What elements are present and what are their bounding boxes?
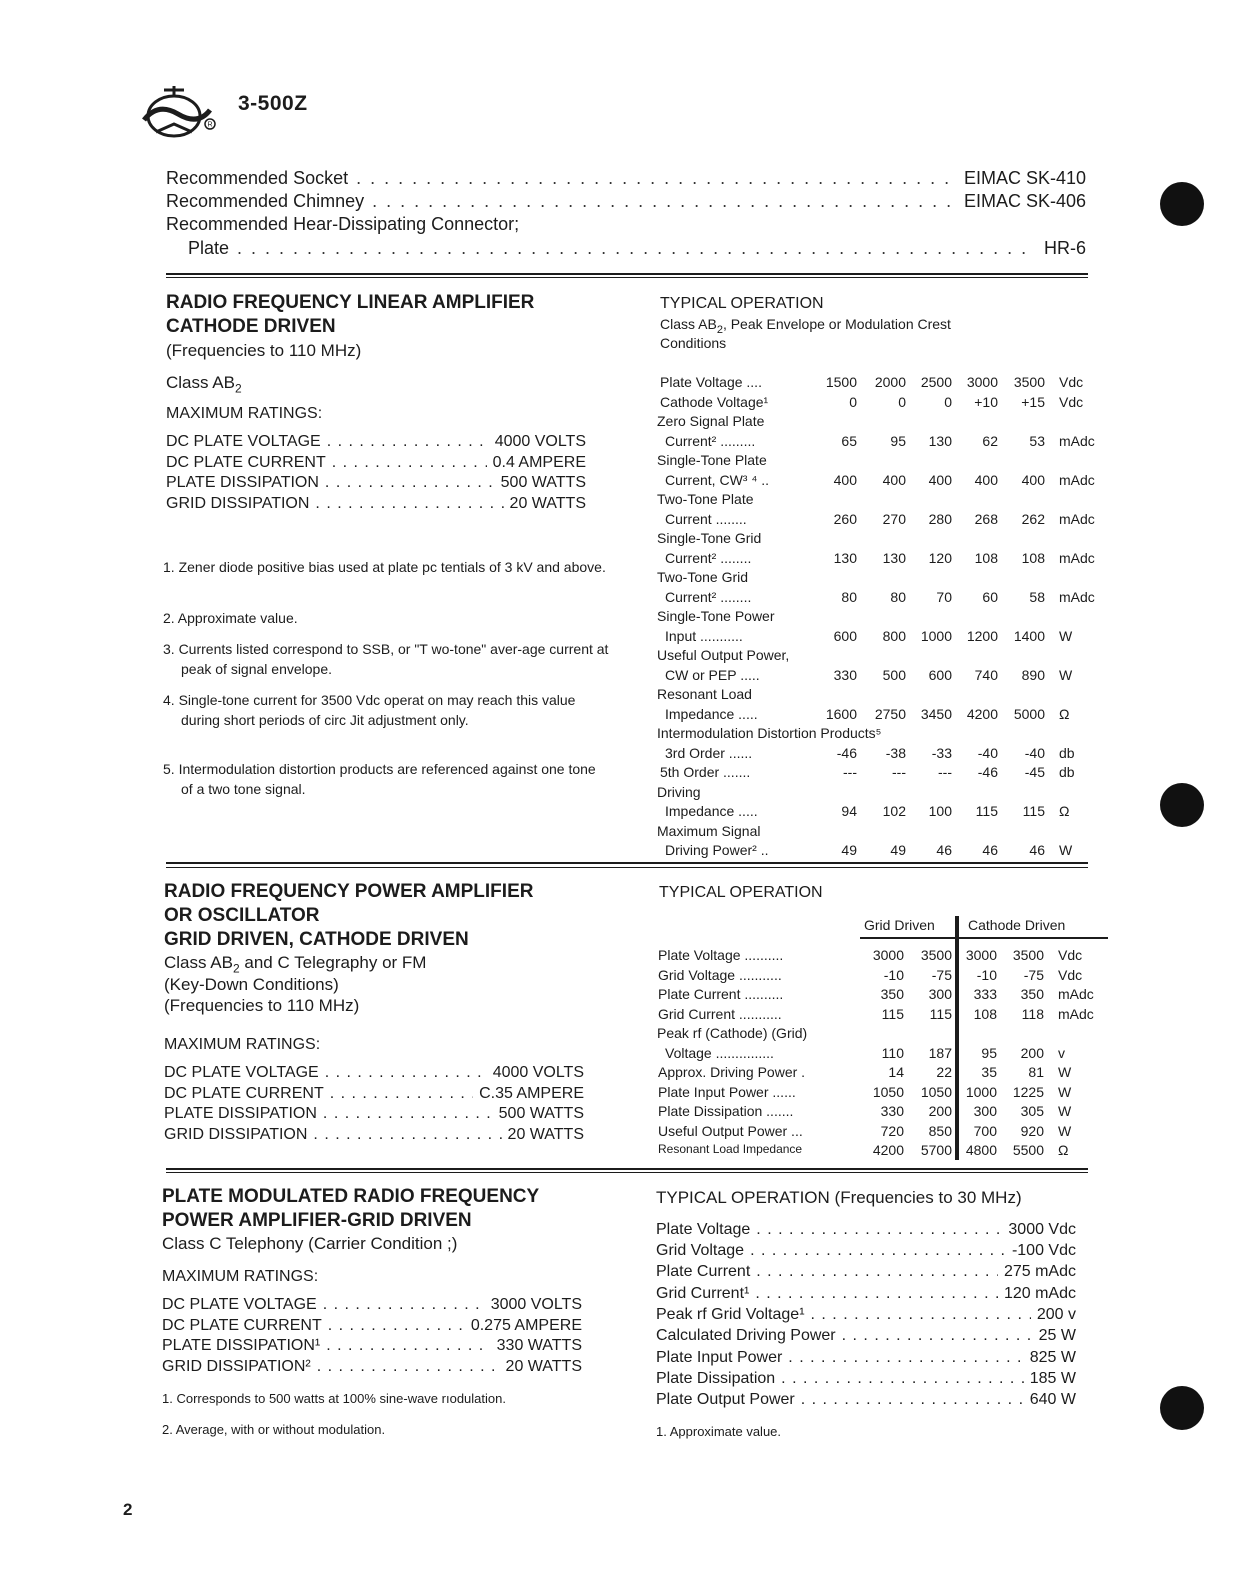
table-cell: 53 [1029,432,1045,449]
table-cell: 2000 [874,374,906,390]
row-label: Zero Signal Plate [657,413,765,429]
table-cell: 115 [929,1005,952,1022]
table-cell: -40 [1024,744,1045,761]
table-cell: 5700 [920,1142,952,1158]
table-cell: 1225 [1012,1083,1044,1100]
unit-label: db [1059,764,1075,780]
row-label: Current² ........ [665,588,752,605]
footnote: 2. Average, with or without modulation. [162,1422,386,1437]
table-cell: --- [892,764,906,780]
table-cell: 115 [975,803,998,819]
row-label: Grid Current ........... [658,1005,782,1022]
unit-label: W [1058,1083,1072,1100]
rating-row: DC PLATE VOLTAGE . . . 4000 VOLTS [164,1064,584,1082]
table-cell: 65 [841,432,857,449]
page-number: 2 [123,1500,133,1519]
row-label: Plate Current .......... [658,986,784,1002]
unit-label: Ω [1059,705,1070,722]
row-label: Peak rf (Cathode) (Grid) [657,1025,808,1041]
unit-label: db [1059,744,1075,761]
table-cell: -40 [977,744,998,761]
margin-bullet [1160,1386,1204,1430]
table-cell: 14 [888,1064,904,1080]
unit-label: W [1058,1122,1072,1139]
table-cell: 100 [928,803,952,819]
unit-label: mAdc [1059,588,1095,605]
typ-title: TYPICAL OPERATION (Frequencies to 30 MHz) [656,1188,1022,1207]
divider [166,862,1088,864]
table-cell: 3000 [965,947,997,963]
table-cell: 262 [1021,510,1045,527]
table-cell: 300 [928,986,952,1002]
table-cell: 102 [882,803,906,819]
row-label: Intermodulation Distortion Products⁵ [657,725,882,741]
footnote: 3. Currents listed correspond to SSB, or "T wo-tone" aver-age current at peak of signal envelope. [163,641,609,677]
rec-connector: Recommended Hear-Dissipating Connector; [166,214,520,234]
table-cell: -10 [883,966,904,983]
unit-label: mAdc [1059,471,1095,488]
table-cell: 500 [882,666,906,683]
table-cell: 720 [880,1122,904,1139]
table-cell: 270 [882,510,906,527]
col-header-grid: Grid Driven [864,917,935,933]
section2-title: OR OSCILLATOR [164,905,320,926]
table-cell: 58 [1029,588,1045,605]
unit-label: mAdc [1058,1005,1094,1022]
table-cell: 60 [982,588,998,605]
table-cell: 400 [974,471,998,488]
row-label: Grid Voltage ........... [658,966,782,983]
table-cell: +15 [1021,393,1045,410]
table-cell: 70 [936,588,952,605]
row-label: Impedance ..... [665,705,758,722]
unit-label: W [1059,666,1073,683]
divider [166,867,1088,868]
table-cell: 200 [928,1103,952,1119]
table-cell: -46 [977,764,998,780]
row-label: Resonant Load Impedance [658,1142,803,1156]
section1-title: RADIO FREQUENCY LINEAR AMPLIFIER [166,292,535,313]
row-label: Single-Tone Plate [657,452,767,468]
table-cell: 0 [944,393,952,410]
margin-bullet [1160,182,1204,226]
table-cell: 200 [1020,1044,1044,1061]
table-cell: 1050 [872,1083,904,1100]
row-label: Single-Tone Power [657,608,775,624]
table-cell: 350 [1020,986,1044,1002]
typ-row: Calculated Driving Power . . . 25 W [656,1327,1076,1345]
table-cell: 46 [936,842,952,858]
rating-row: GRID DISSIPATION² . . . 20 WATTS [162,1358,582,1376]
section1-class: Class $AB_2$ [166,373,242,396]
table-cell: 22 [936,1064,952,1080]
rating-row: DC PLATE CURRENT . . . 0.4 AMPERE [166,454,586,472]
unit-label: Vdc [1058,947,1083,963]
unit-label: mAdc [1059,510,1095,527]
footnote: 1. Approximate value. [656,1424,782,1439]
row-label: Plate Dissipation ....... [658,1103,794,1119]
divider [166,273,1088,275]
rating-row: GRID DISSIPATION . . . 20 WATTS [164,1126,584,1144]
rec-chimney: Recommended Chimney . . . EIMAC SK-406 [166,191,1086,212]
table-cell: -46 [836,744,857,761]
typ-row: Grid Current¹ . . . 120 mAdc [656,1285,1076,1303]
table-cell: 1500 [825,374,857,390]
rating-row: PLATE DISSIPATION . . . 500 WATTS [164,1105,584,1123]
divider [166,1172,1088,1173]
table-cell: 0 [849,393,857,410]
typ-subtitle: Conditions [660,335,727,351]
unit-label: W [1058,1103,1072,1119]
table-cell: 35 [981,1064,997,1080]
table-cell: --- [938,764,952,780]
typ-row: Plate Dissipation . . . 185 W [656,1370,1076,1388]
section2-max-title: MAXIMUM RATINGS: [164,1036,321,1053]
footnote: 4. Single-tone current for 3500 Vdc operat on may reach this value during short periods of circ Jit adjustment only. [163,692,576,728]
unit-label: Vdc [1059,393,1084,410]
table-cell: 333 [973,986,997,1002]
table-cell: 130 [833,549,857,566]
table-cell: 115 [881,1005,904,1022]
typ-row: Plate Input Power . . . 825 W [656,1349,1076,1367]
rating-row: DC PLATE VOLTAGE . . . 3000 VOLTS [162,1296,582,1314]
table-cell: 108 [1021,549,1045,566]
unit-label: Ω [1059,803,1070,819]
table-cell: 187 [928,1044,952,1061]
table-cell: 1400 [1013,627,1045,644]
unit-label: mAdc [1059,432,1095,449]
row-label: CW or PEP ..... [665,666,760,683]
table-cell: -10 [976,966,997,983]
table-cell: 850 [928,1122,952,1139]
svg-text:R: R [207,121,213,129]
row-label: Current² ........ [665,549,752,566]
table-cell: 1000 [920,627,952,644]
table-cell: 305 [1020,1103,1044,1119]
table-cell: -33 [931,744,952,761]
unit-label: mAdc [1059,549,1095,566]
section3-title: PLATE MODULATED RADIO FREQUENCY [162,1186,540,1207]
table-cell: 0 [898,393,906,410]
table-cell: 46 [982,842,998,858]
table-cell: -75 [1023,966,1044,983]
section1-max-title: MAXIMUM RATINGS: [166,405,323,422]
table-cell: 3500 [920,947,952,963]
row-label: 5th Order ....... [660,764,751,780]
footnote: 2. Approximate value. [163,610,298,626]
table-cell: 600 [928,666,952,683]
unit-label: Vdc [1059,374,1084,390]
table-cell: --- [843,764,857,780]
table-cell: 3000 [966,374,998,390]
table-cell: -38 [885,744,906,761]
table-cell: 108 [973,1005,997,1022]
row-label: Driving Power² .. [665,842,769,858]
footnote: 5. Intermodulation distortion products are referenced against one tone of a two tone signal. [163,761,596,797]
table-cell: 400 [928,471,952,488]
row-label: Current ........ [665,510,747,527]
section3-title: POWER AMPLIFIER-GRID DRIVEN [162,1210,472,1231]
table-cell: 1000 [965,1083,997,1100]
divider [166,1168,1088,1170]
rating-row: GRID DISSIPATION . . . 20 WATTS [166,495,586,513]
table-cell: 1600 [825,705,857,722]
table-cell: -75 [931,966,952,983]
table-cell: 80 [841,588,857,605]
unit-label: Ω [1058,1142,1069,1158]
table-cell: 3450 [920,705,952,722]
table-header-rule [860,937,1108,939]
col-header-cathode: Cathode Driven [968,917,1066,933]
table-cell: 4200 [966,705,998,722]
table-cell: 4200 [872,1142,904,1158]
table-cell: 81 [1028,1064,1044,1080]
table-cell: 600 [833,627,857,644]
table-cell: 330 [880,1103,904,1119]
table-cell: 800 [882,627,906,644]
model-title: 3-500Z [238,92,308,115]
table-cell: 1200 [966,627,998,644]
unit-label: W [1058,1064,1072,1080]
table-cell: 95 [981,1044,997,1061]
row-label: Voltage ............... [665,1044,774,1061]
rating-row: PLATE DISSIPATION . . . 500 WATTS [166,474,586,492]
rec-plate: Plate . . . HR-6 [188,238,1086,259]
table-cell: 95 [890,432,906,449]
eimac-logo [138,82,218,142]
table-cell: 1050 [920,1083,952,1100]
table-cell: 890 [1021,666,1045,683]
row-label: Impedance ..... [665,803,758,819]
table-cell: 5500 [1012,1142,1044,1158]
divider [166,277,1088,278]
row-label: Current² ......... [665,432,756,449]
rating-row: DC PLATE VOLTAGE . . . 4000 VOLTS [166,433,586,451]
table-cell: 5000 [1013,705,1045,722]
table-cell: 700 [973,1122,997,1139]
typ-subtitle: Class $AB_2$, Peak Envelope or Modulation Crest [660,316,951,336]
row-label: Two-Tone Plate [657,491,754,507]
section2-title: RADIO FREQUENCY POWER AMPLIFIER [164,881,534,902]
table-cell: 110 [881,1044,904,1061]
row-label: Plate Voltage .... [660,374,762,390]
row-label: Maximum Signal [657,822,761,839]
row-label: Cathode Voltage¹ [660,393,769,410]
table-cell: 280 [928,510,952,527]
table-cell: 330 [833,666,857,683]
rating-row: DC PLATE CURRENT . . . C.35 AMPERE [164,1085,584,1103]
row-label: Useful Output Power, [657,647,790,663]
row-label: Current, CW³ ⁴ .. [665,471,770,488]
table-cell: 130 [928,432,952,449]
typ-row: Peak rf Grid Voltage¹ . . . 200 v [656,1306,1076,1324]
table-cell: 49 [841,842,857,858]
rating-row: DC PLATE CURRENT . . . 0.275 AMPERE [162,1317,582,1335]
typ-title: TYPICAL OPERATION [659,884,823,901]
row-label: Input ........... [665,627,743,644]
row-label: Plate Voltage .......... [658,947,784,963]
table-cell: 920 [1020,1122,1044,1139]
table-cell: 3000 [872,947,904,963]
table-cell: 740 [974,666,998,683]
table-cell: -45 [1024,764,1045,780]
section1-title: CATHODE DRIVEN [166,316,336,337]
section3-class: Class C Telephony (Carrier Condition ;) [162,1234,458,1253]
table-cell: 400 [882,471,906,488]
unit-label: W [1059,842,1073,858]
section3-max-title: MAXIMUM RATINGS: [162,1268,319,1285]
table-cell: 130 [882,549,906,566]
row-label: Resonant Load [657,686,752,702]
footnote: 1. Zener diode positive bias used at plate pc tentials of 3 kV and above. [163,559,606,575]
table-cell: 350 [880,986,904,1002]
table-cell: 4800 [965,1142,997,1158]
unit-label: mAdc [1058,986,1094,1002]
row-label: Useful Output Power ... [658,1122,803,1139]
rating-row: PLATE DISSIPATION¹ . . . 330 WATTS [162,1337,582,1355]
table-cell: 2750 [874,705,906,722]
section2-title: GRID DRIVEN, CATHODE DRIVEN [164,929,469,950]
typ-row: Plate Voltage . . . 3000 Vdc [656,1221,1076,1239]
row-label: Two-Tone Grid [657,569,749,585]
section2-keydown: (Key-Down Conditions) [164,975,339,994]
unit-label: v [1058,1044,1065,1061]
table-cell: 300 [973,1103,997,1119]
row-label: 3rd Order ...... [665,744,753,761]
table-cell: 49 [890,842,906,858]
row-label: Approx. Driving Power . [658,1064,806,1080]
section2-freq: (Frequencies to 110 MHz) [164,996,360,1015]
table-cell: 2500 [920,374,952,390]
table-cell: 3500 [1012,947,1044,963]
table-cell: 46 [1029,842,1045,858]
table-cell: 268 [974,510,998,527]
table-cell: 118 [1021,1005,1044,1022]
footnote: 1. Corresponds to 500 watts at 100% sine-wave rıodulation. [162,1391,506,1406]
table-cell: 94 [841,803,857,819]
unit-label: W [1059,627,1073,644]
table-cell: 80 [890,588,906,605]
table-cell: +10 [974,393,998,410]
table-cell: 108 [974,549,998,566]
rec-socket: Recommended Socket . . . EIMAC SK-410 [166,168,1086,189]
margin-bullet [1160,783,1204,827]
row-label: Single-Tone Grid [657,530,762,546]
typ-row: Plate Current . . . 275 mAdc [656,1263,1076,1281]
typ-row: Grid Voltage . . . -100 Vdc [656,1242,1076,1260]
row-label: Driving [657,783,701,800]
table-cell: 62 [982,432,998,449]
table-cell: 3500 [1013,374,1045,390]
unit-label: Vdc [1058,966,1083,983]
table-cell: 400 [1021,471,1045,488]
table-cell: 260 [833,510,857,527]
row-label: Plate Input Power ...... [658,1083,796,1100]
typ-title: TYPICAL OPERATION [660,295,824,312]
section1-freq: (Frequencies to 110 MHz) [166,341,362,360]
section2-class: Class $AB_2$ and C Telegraphy or FM [164,953,427,976]
typ-row: Plate Output Power . . . 640 W [656,1391,1076,1409]
table-cell: 120 [928,549,952,566]
table-cell: 115 [1022,803,1045,819]
table-cell: 400 [833,471,857,488]
